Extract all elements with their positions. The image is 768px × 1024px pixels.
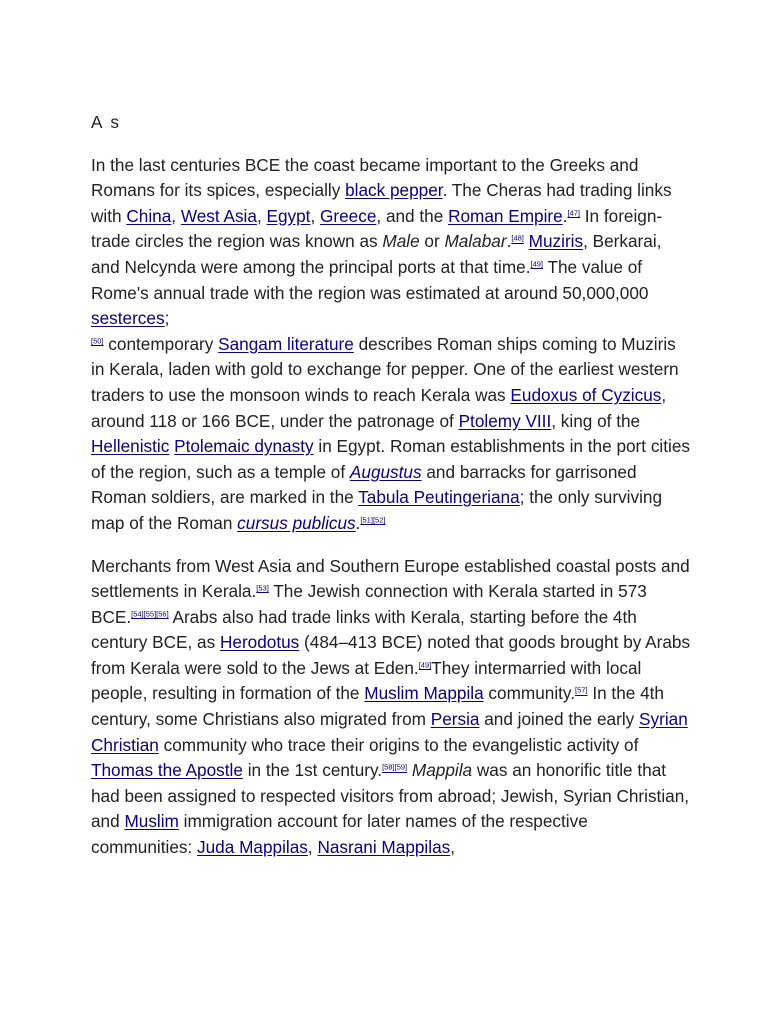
text-span: ; [164,308,170,329]
text-span: . [355,512,361,533]
text-span: (484–413 BCE) noted that goods brought by Arabs from Kerala were sold to the Jews at Eden. [91,632,691,678]
link-muslim[interactable]: Muslim [124,811,179,832]
link-egypt[interactable]: Egypt [266,205,311,226]
italic-term-mappila: Mappila [411,760,473,781]
article-body [91,110,691,878]
link-thomas-the-apostle[interactable]: Thomas the Apostle [91,760,243,781]
citation-link-49[interactable]: [49] [530,259,543,269]
link-tabula-peutingeriana[interactable]: Tabula Peutingeriana [358,487,520,508]
text-span: contemporary [103,333,219,354]
text-span: and barracks for garrisoned Roman soldiers, are marked in the [91,461,637,508]
citation[interactable] [575,686,588,695]
link-black-pepper[interactable]: black pepper [345,180,443,201]
link-muslim-mappila[interactable]: Muslim Mappila [364,683,484,704]
citation[interactable] [419,660,432,669]
italic-term-malabar: Malabar [444,231,507,252]
text-span: They intermarried with local people, resulting in formation of the [91,657,642,704]
text-span: The value of Rome's annual trade with the region was estimated at around 50,000,000 [91,256,649,303]
text-span: Merchants from West Asia and Southern Europe established coastal posts and settlements in Kerala. [91,555,690,602]
link-muziris[interactable]: Muziris [528,231,584,252]
text-span: In the last centuries BCE the coast became important to the Greeks and Romans for its spices, especially [91,154,639,201]
citation-link-51[interactable]: [51] [360,515,373,525]
text-span: ; the only surviving map of the Roman [91,487,663,533]
link-eudoxus-of-cyzicus[interactable]: Eudoxus of Cyzicus [510,384,662,405]
citation-link-58[interactable]: [58] [382,762,395,772]
citation[interactable] [382,763,407,772]
link-juda-mappilas[interactable]: Juda Mappilas [197,837,308,858]
link-nasrani-mappilas[interactable]: Nasrani Mappilas [317,837,451,858]
citation-link-54[interactable]: [54] [131,608,144,618]
paragraph-trade [91,153,691,537]
text-span: Arabs also had trade links with Kerala, starting before the 4th century BCE, as [91,606,637,653]
text-span: , Berkarai, and Nelcynda were among the principal ports at that time. [91,231,662,277]
text-span: . [506,231,512,252]
citation-link-48[interactable]: [48] [511,233,524,243]
citation[interactable] [256,583,269,592]
link-sangam-literature[interactable]: Sangam literature [218,333,354,354]
section-heading: A s [91,112,122,132]
text-span: in the 1st century. [242,760,383,781]
link-ptolemaic-dynasty[interactable]: Ptolemaic dynasty [174,436,314,457]
text-span: , around 118 or 166 BCE, under the patronage of [91,384,667,431]
text-span: , and the [376,205,449,226]
citation-link-56[interactable]: [56] [156,608,169,618]
link-persia[interactable]: Persia [430,709,480,730]
text-span: , [450,837,456,858]
text-span: The Jewish connection with Kerala started in 573 BCE. [91,581,647,627]
text-span: immigration account for later names of the respective communities: [91,811,588,858]
citation-link-47[interactable]: [47] [567,208,580,218]
link-roman-empire[interactable]: Roman Empire [448,205,563,226]
italic-term-male: Male [382,231,420,252]
citation-link-50[interactable]: [50] [91,336,104,345]
text-span: , [307,837,318,858]
text-span: , [310,205,321,226]
text-span: , [256,205,267,226]
citation[interactable] [567,208,580,217]
citation[interactable] [360,515,385,524]
link-cursus-publicus[interactable]: cursus publicus [237,512,356,533]
link-herodotus[interactable]: Herodotus [219,632,300,653]
link-hellenistic[interactable]: Hellenistic [91,436,170,457]
citation-link-59[interactable]: [59] [394,762,408,772]
link-sesterces[interactable]: sesterces [91,308,165,329]
citation-link-53[interactable]: [53] [256,583,269,593]
citation[interactable] [131,609,169,618]
citation[interactable] [91,336,104,345]
citation-link-52[interactable]: [52] [372,515,386,525]
link-west-asia[interactable]: West Asia [180,205,257,226]
text-span: . The Cheras had trading links with [91,180,672,226]
text-span: , king of the [551,410,641,431]
link-augustus[interactable]: Augustus [349,461,422,482]
text-span: community. [483,683,576,704]
citation-link-49-b[interactable]: [49] [418,660,432,670]
text-span: community who trace their origins to the evangelistic activity of [158,734,639,755]
text-span: in Egypt. Roman establishments in the port cities of the region, such as a temple of [91,436,690,482]
link-ptolemy-viii[interactable]: Ptolemy VIII [458,410,552,431]
text-span: describes Roman ships coming to Muziris in Kerala, laden with gold to exchange for pepper. One of the earliest western traders to use the monsoon winds to reach Kerala was [91,333,679,405]
link-syrian-christian[interactable]: Syrian Christian [91,709,688,755]
link-china[interactable]: China [126,205,172,226]
citation-link-55[interactable]: [55] [143,608,157,618]
link-greece[interactable]: Greece [320,205,377,226]
text-span: In foreign-trade circles the region was known as [91,205,663,252]
paragraph-merchants [91,554,691,861]
citation-link-57[interactable]: [57] [575,685,588,695]
text-span: and joined the early [479,709,640,730]
text-span: , [171,205,181,226]
text-span: or [419,231,445,252]
text-span: . [562,205,568,226]
text-span: In the 4th century, some Christians also migrated from [91,683,664,730]
citation[interactable] [511,234,524,243]
text-span: was an honorific title that had been assigned to respected visitors from abroad; Jewish, Syrian Christian, and [91,760,690,832]
citation[interactable] [530,259,543,268]
